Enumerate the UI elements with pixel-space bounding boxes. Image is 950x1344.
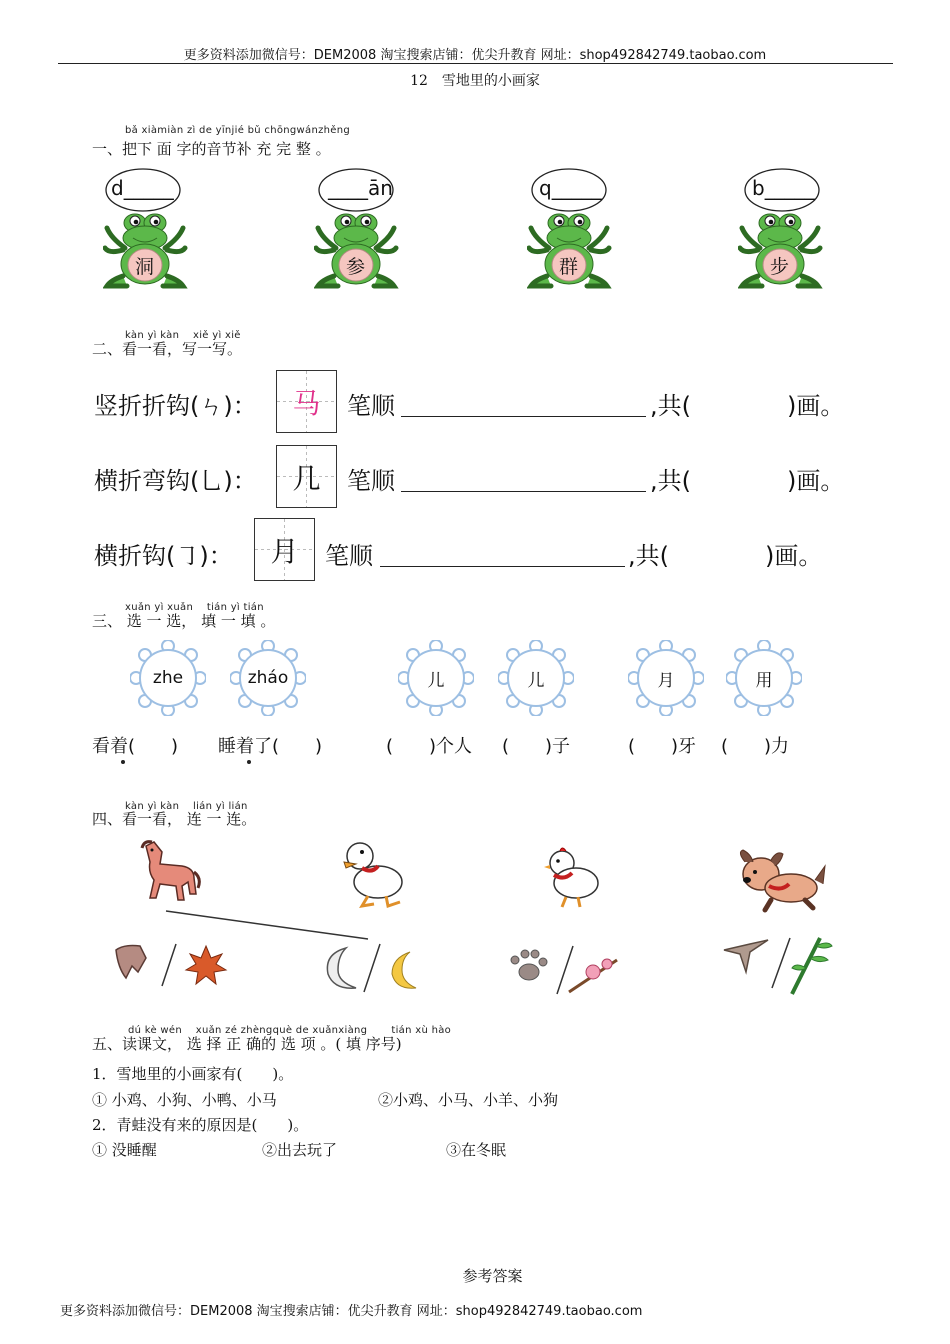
snowflake-text: 用 (755, 670, 773, 691)
frog-bubble-text: ____ān (328, 176, 393, 200)
crescent-moon-icon (392, 952, 416, 988)
print-pair-1 (110, 938, 240, 994)
section3-pinyin: xuǎn yì xuǎn tián yì tián (125, 602, 264, 613)
stroke-count-blank-3[interactable] (683, 536, 763, 568)
horse-icon[interactable] (132, 838, 202, 908)
section5-pinyin: dú kè wén xuǎn zé zhèngquè de xuǎnxiàng tián xù hào (128, 1025, 452, 1036)
snowflake-text: 月 (657, 670, 675, 691)
slash-divider (772, 938, 790, 988)
maple-leaf-icon (186, 946, 226, 984)
slash-divider (364, 944, 380, 992)
header-divider (58, 63, 893, 64)
count-label-1: ,共( (650, 392, 691, 420)
question-2: 2．青蛙没有来的原因是( )。 (92, 1116, 309, 1134)
fill-item-5[interactable]: ( )牙 (628, 736, 697, 757)
footer-promo: 更多资料添加微信号：DEM2008 淘宝搜索店铺：优尖升教育 网址：shop492842749.taobao.com (60, 1304, 643, 1319)
section2-pinyin: kàn yì kàn xiě yì xiě (125, 330, 241, 341)
fill-item-6[interactable]: ( )力 (721, 736, 790, 757)
page-title: 12 雪地里的小画家 (410, 73, 540, 89)
section4-label: 四、看一看， 连 一 连。 (92, 810, 257, 828)
stroke-count-blank-2[interactable] (705, 461, 785, 493)
frog-char: 步 (770, 256, 790, 278)
snowflake-text: 儿 (427, 670, 445, 691)
order-label-2: 笔顺 (347, 467, 395, 495)
slash-divider (162, 944, 176, 986)
bamboo-leaf-icon (792, 938, 832, 994)
question-1-option-1[interactable]: ① 小鸡、小狗、小鸭、小马 (92, 1091, 277, 1109)
print-pair-2 (318, 940, 428, 996)
order-label-3: 笔顺 (325, 542, 373, 570)
chick-print-icon (724, 940, 768, 972)
frog-bubble-text: q_____ (539, 176, 602, 200)
stroke-count-blank-1[interactable] (705, 386, 785, 418)
frog-char: 参 (346, 256, 366, 278)
question-1-option-2[interactable]: ②小鸡、小马、小羊、小狗 (378, 1091, 559, 1109)
dog-icon[interactable] (735, 848, 830, 913)
stroke-order-blank-2[interactable] (401, 463, 646, 492)
frog-bubble-text: d_____ (111, 176, 174, 200)
order-label-1: 笔顺 (347, 392, 395, 420)
snowflake-card-4 (498, 640, 574, 716)
print-pair-4 (720, 932, 835, 998)
fill-item-4[interactable]: ( )子 (502, 736, 571, 757)
count-label-3: ,共( (628, 542, 669, 570)
header-promo: 更多资料添加微信号：DEM2008 淘宝搜索店铺：优尖升教育 网址：shop492842749.taobao.com (183, 48, 767, 63)
frog-bubble-text: b_____ (752, 176, 815, 200)
frog-card-3 (527, 168, 637, 297)
plum-blossom-icon (569, 959, 617, 992)
snowflake-card-1 (130, 640, 206, 716)
section1-pinyin: bǎ xiàmiàn zì de yīnjié bǔ chōngwánzhěng (125, 125, 351, 136)
grid-char: 月 (270, 534, 299, 568)
snowflake-text: zhe (152, 668, 184, 688)
emphasis-dot (247, 760, 251, 764)
frog-char: 群 (559, 256, 579, 278)
fill-item-3[interactable]: ( )个人 (386, 736, 473, 757)
fill-item-2[interactable]: 睡着了( ) (218, 736, 323, 757)
snowflake-card-6 (726, 640, 802, 716)
frog-card-2 (314, 168, 424, 297)
grid-char: 几 (292, 461, 321, 495)
snowflake-card-5 (628, 640, 704, 716)
print-pair-3 (505, 942, 625, 998)
duck-print-icon (327, 948, 356, 988)
fill-item-1[interactable]: 看着( ) (92, 736, 179, 757)
chick-icon[interactable] (540, 845, 606, 911)
char-grid-1 (276, 370, 337, 433)
section3-label: 三、 选 一 选， 填 一 填 。 (92, 612, 276, 630)
end-label-3: )画。 (765, 542, 823, 570)
snowflake-card-2 (230, 640, 306, 716)
grid-char: 马 (292, 386, 321, 420)
paw-print-icon (511, 950, 547, 980)
count-label-2: ,共( (650, 467, 691, 495)
frog-card-4 (738, 168, 848, 297)
slash-divider (557, 946, 573, 994)
question-2-option-1[interactable]: ① 没睡醒 (92, 1141, 157, 1159)
question-2-option-2[interactable]: ②出去玩了 (262, 1141, 338, 1159)
section1-label: 一、把下 面 字的音节补 充 完 整 。 (92, 140, 331, 158)
emphasis-dot (121, 760, 125, 764)
stroke-name-3: 横折钩(㇆)： (94, 542, 233, 570)
duck-icon[interactable] (338, 836, 408, 908)
section5-label: 五、读课文， 选 择 正 确的 选 项 。( 填 序号) (92, 1035, 402, 1053)
stroke-name-1: 竖折折钩(ㄣ)： (94, 392, 257, 420)
stroke-order-blank-3[interactable] (380, 538, 625, 567)
hoof-print-icon (116, 946, 146, 979)
stroke-order-blank-1[interactable] (401, 388, 646, 417)
char-grid-3 (254, 518, 315, 581)
frog-card-1 (103, 168, 213, 297)
snowflake-card-3 (398, 640, 474, 716)
answer-key-title: 参考答案 (462, 1267, 523, 1285)
question-2-option-3[interactable]: ③在冬眠 (446, 1141, 507, 1159)
char-grid-2 (276, 445, 337, 508)
end-label-1: )画。 (787, 392, 845, 420)
stroke-name-2: 横折弯钩(乚)： (94, 467, 257, 495)
section4-pinyin: kàn yì kàn lián yì lián (125, 801, 248, 812)
frog-char: 洞 (135, 256, 155, 278)
question-1: 1．雪地里的小画家有( )。 (92, 1065, 294, 1083)
end-label-2: )画。 (787, 467, 845, 495)
section2-label: 二、看一看，写一写。 (92, 340, 243, 358)
snowflake-text: 儿 (527, 670, 545, 691)
snowflake-text: zháo (247, 668, 289, 688)
